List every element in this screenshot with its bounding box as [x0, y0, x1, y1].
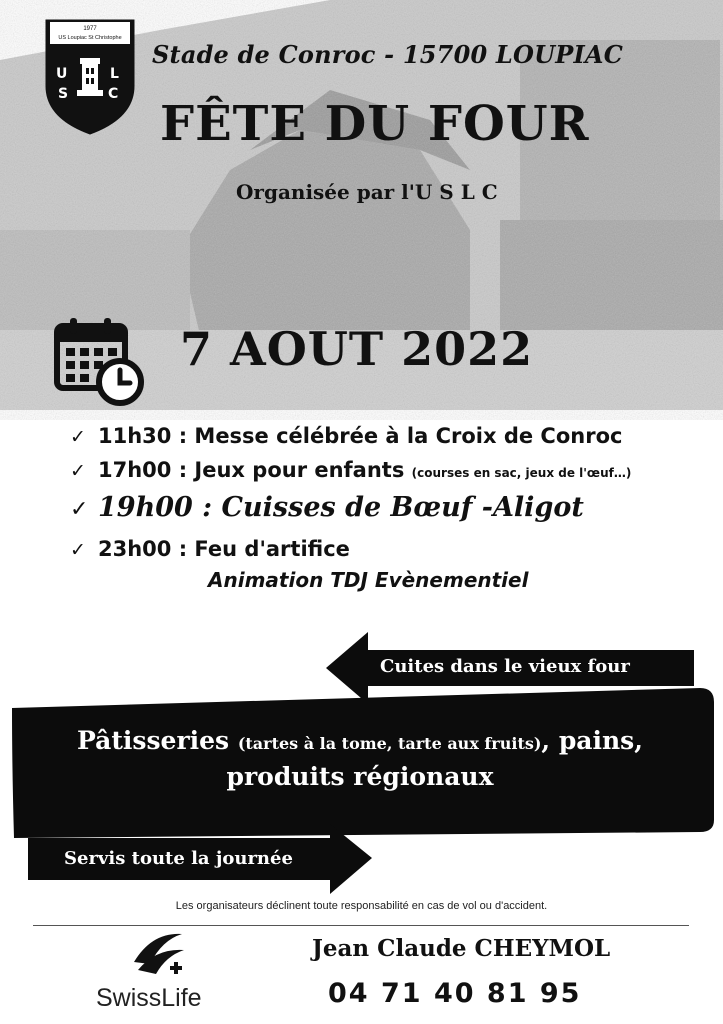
event-title: FÊTE DU FOUR	[160, 96, 590, 152]
venue-line: Stade de Conroc - 15700 LOUPIAC	[152, 40, 624, 69]
checkmark-icon: ✓	[70, 497, 89, 522]
swisslife-brand: SwissLife	[96, 984, 202, 1012]
animation-line: Animation TDJ Evènementiel	[208, 568, 529, 592]
event-date: 7 AOUT 2022	[180, 322, 534, 376]
logo-club-name: US Loupiac St Christophe	[58, 35, 122, 41]
checkmark-icon: ✓	[70, 539, 86, 561]
programme-item	[70, 424, 710, 448]
checkmark-icon: ✓	[70, 460, 86, 482]
disclaimer: Les organisateurs déclinent toute responsabilité en cas de vol ou d'accident.	[175, 900, 548, 912]
contact-phone: 04 71 40 81 95	[328, 978, 582, 1009]
patisseries-end: , pains,	[541, 726, 643, 755]
programme-item	[70, 537, 710, 561]
logo-letter-l: L	[110, 66, 119, 82]
programme-text: 17h00 : Jeux pour enfants	[98, 458, 412, 482]
checkmark-icon: ✓	[70, 426, 86, 448]
uslc-club-logo	[44, 18, 136, 136]
programme-text: 19h00 : Cuisses de Bœuf -Aligot	[98, 492, 584, 523]
contact-name: Jean Claude CHEYMOL	[312, 935, 611, 962]
programme-text: 11h30 : Messe célébrée à la Croix de Conroc	[98, 424, 623, 448]
patisseries-bold: Pâtisseries	[77, 726, 238, 755]
logo-letter-c: C	[108, 86, 119, 102]
patisseries-details: (tartes à la tome, tarte aux fruits)	[237, 734, 542, 753]
produits-line: produits régionaux	[226, 762, 494, 791]
logo-year: 1977	[83, 26, 97, 32]
programme-item-highlight	[70, 492, 710, 523]
organiser-line: Organisée par l'U S L C	[236, 180, 498, 204]
programme-note: (courses en sac, jeux de l'œuf…)	[411, 466, 632, 480]
divider	[33, 925, 689, 926]
cuites-label: Cuites dans le vieux four	[380, 656, 630, 677]
logo-letter-s: S	[58, 86, 69, 102]
calendar-clock-icon	[54, 316, 146, 406]
servis-label: Servis toute la journée	[64, 848, 293, 869]
programme-text: 23h00 : Feu d'artifice	[98, 537, 350, 561]
swisslife-logo-icon	[128, 928, 188, 980]
logo-letter-u: U	[56, 66, 68, 82]
patisseries-line	[20, 726, 700, 755]
programme-item	[70, 458, 710, 482]
